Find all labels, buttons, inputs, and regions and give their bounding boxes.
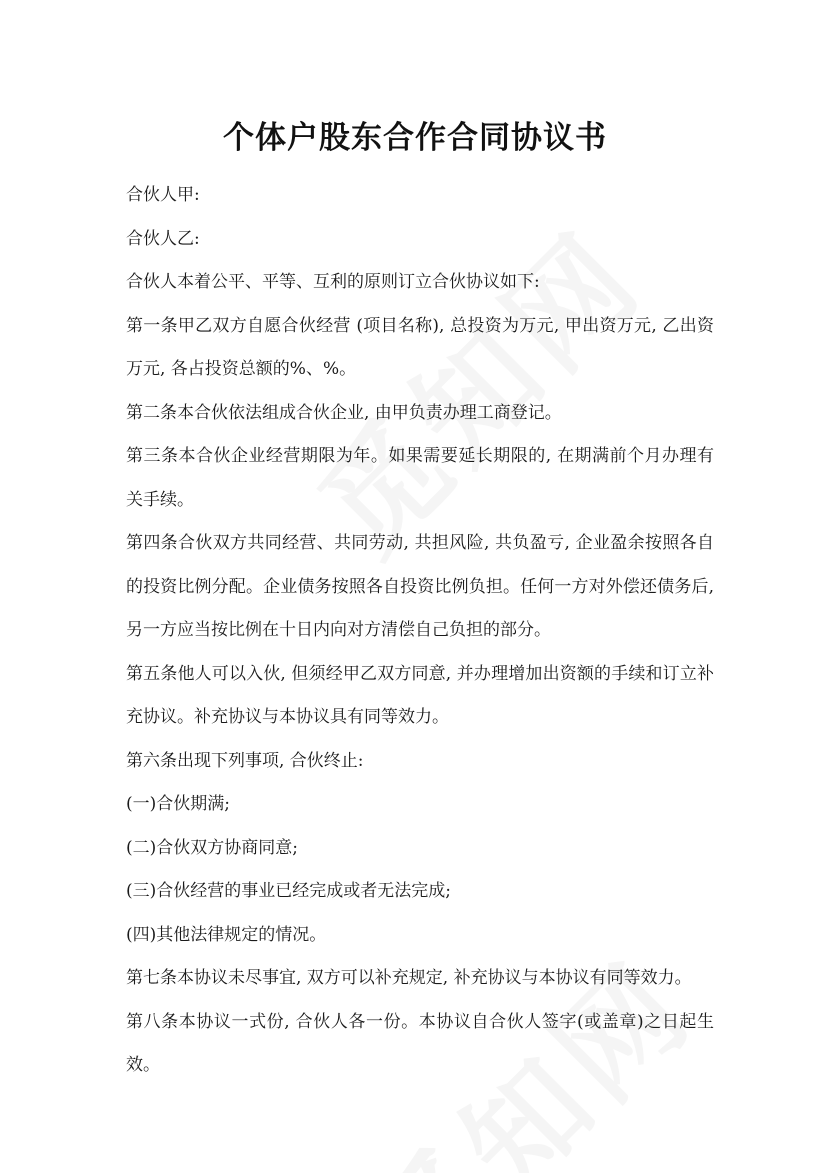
article-2: 第二条本合伙依法组成合伙企业, 由甲负责办理工商登记。 — [126, 402, 562, 423]
article-4: 第四条合伙双方共同经营、共同劳动, 共担风险, 共负盈亏, 企业盈余按照各自的投资比例分配。企业债务按照各自投资比例负担。任何一方对外偿还债务后, 另一方应当按比例在十日内向对方清偿自己负担的部分。 — [126, 533, 714, 640]
party-a-line: 合伙人甲: — [126, 185, 200, 205]
preamble: 合伙人本着公平、平等、互利的原则订立合伙协议如下: — [126, 272, 540, 292]
article-6-item-2: (二)合伙双方协商同意; — [126, 837, 298, 858]
article-6-item-4: (四)其他法律规定的情况。 — [126, 924, 327, 945]
document-title: 个体户股东合作合同协议书 — [223, 120, 607, 156]
article-8: 第八条本协议一式份, 合伙人各一份。本协议自合伙人签字(或盖章)之日起生效。 — [126, 1011, 714, 1075]
document-body — [126, 174, 714, 1088]
article-6-item-1: (一)合伙期满; — [126, 794, 230, 814]
article-3: 第三条本合伙企业经营期限为年。如果需要延长期限的, 在期满前个月办理有关手续。 — [126, 446, 714, 510]
article-1: 第一条甲乙双方自愿合伙经营 (项目名称), 总投资为万元, 甲出资万元, 乙出资万元, 各占投资总额的%、%。 — [126, 315, 714, 379]
article-5: 第五条他人可以入伙, 但须经甲乙双方同意, 并办理增加出资额的手续和订立补充协议。补充协议与本协议具有同等效力。 — [126, 663, 714, 727]
article-7: 第七条本协议未尽事宜, 双方可以补充规定, 补充协议与本协议有同等效力。 — [126, 968, 692, 988]
article-6: 第六条出现下列事项, 合伙终止: — [126, 750, 364, 771]
article-6-item-3: (三)合伙经营的事业已经完成或者无法完成; — [126, 881, 451, 901]
party-b-line: 合伙人乙: — [126, 228, 200, 249]
